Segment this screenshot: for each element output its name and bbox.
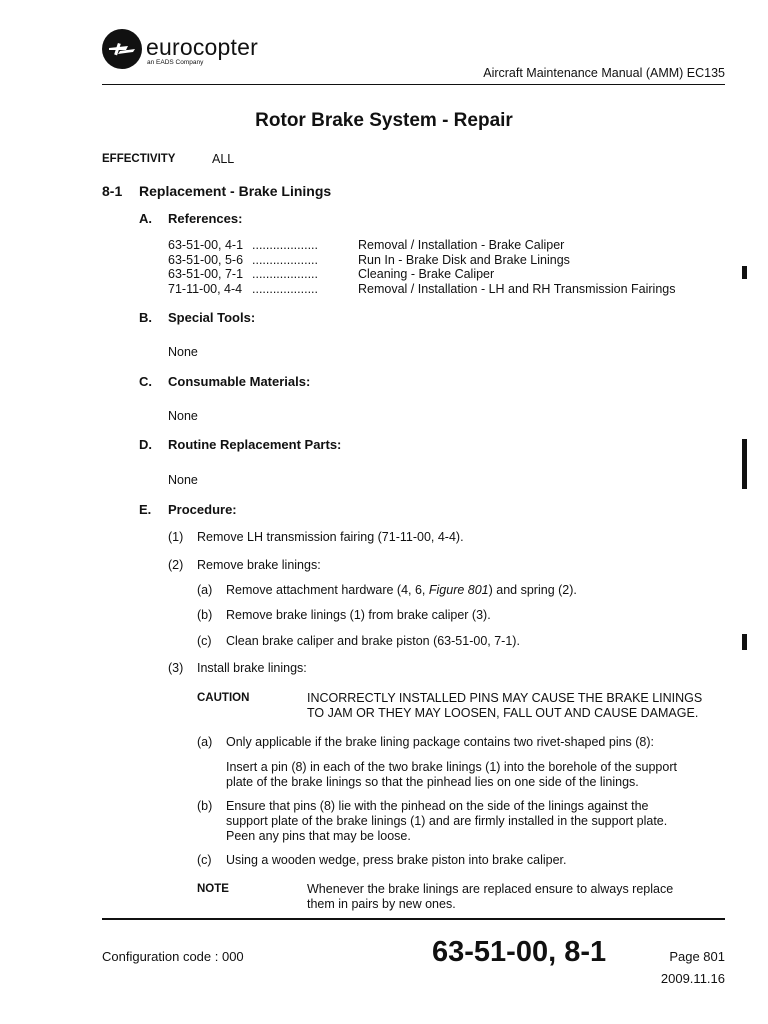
substep-text-line: support plate of the brake linings (1) and are firmly installed in the support plate. — [226, 814, 668, 828]
document-code: 63-51-00, 8-1 — [432, 936, 607, 968]
change-bar — [742, 634, 747, 650]
substep-number: (a) — [197, 583, 213, 597]
reference-row — [168, 267, 728, 282]
procedure-letter: E. — [139, 502, 152, 517]
note-text-line: Whenever the brake linings are replaced ensure to always replace — [307, 882, 674, 896]
note-label: NOTE — [197, 883, 229, 895]
references-heading: References: — [168, 211, 243, 226]
reference-code: 63-51-00, 4-1 — [168, 238, 244, 252]
section-title: Replacement - Brake Linings — [139, 183, 332, 199]
footer-divider — [102, 918, 725, 920]
figure-reference: Figure 801 — [428, 583, 489, 597]
page-title: Rotor Brake System - Repair — [255, 110, 513, 131]
caution-text-line: TO JAM OR THEY MAY LOOSEN, FALL OUT AND CAUSE DAMAGE. — [307, 706, 699, 720]
substep-text-line: Ensure that pins (8) lie with the pinhead on the side of the linings against the — [226, 799, 649, 813]
step-number: (2) — [168, 558, 184, 572]
effectivity-value: ALL — [212, 152, 235, 166]
reference-leader-dots: ................... — [252, 238, 318, 252]
step-text: Remove brake linings: — [197, 558, 321, 572]
procedure-heading: Procedure: — [168, 502, 237, 517]
routine-parts-heading: Routine Replacement Parts: — [168, 437, 342, 452]
revision-date: 2009.11.16 — [660, 971, 725, 986]
substep-text: Only applicable if the brake lining package contains two rivet-shaped pins (8): — [226, 735, 655, 749]
logo-subtitle: an EADS Company — [147, 59, 204, 66]
substep-detail-line: Insert a pin (8) in each of the two brake linings (1) into the borehole of the support — [226, 760, 677, 774]
eurocopter-logo-emblem — [102, 29, 142, 69]
substep-text: Remove brake linings (1) from brake caliper (3). — [226, 608, 491, 622]
helicopter-logo-icon — [102, 29, 142, 69]
substep-detail-line: plate of the brake linings so that the pinhead lies on one side of the linings. — [226, 775, 639, 789]
change-bar — [742, 266, 747, 279]
logo-wordmark: eurocopter — [146, 34, 258, 60]
reference-leader-dots: ................... — [252, 267, 318, 281]
manual-title: Aircraft Maintenance Manual (AMM) EC135 — [483, 66, 725, 80]
caution-text-line: INCORRECTLY INSTALLED PINS MAY CAUSE THE BRAKE LININGS — [307, 691, 703, 705]
special-tools-value: None — [168, 345, 198, 359]
page-number: Page 801 — [669, 949, 725, 964]
caution-label: CAUTION — [197, 692, 250, 704]
step-number: (3) — [168, 661, 184, 675]
substep-text: Clean brake caliper and brake piston (63-51-00, 7-1). — [226, 634, 520, 648]
substep-text — [226, 583, 577, 598]
reference-leader-dots: ................... — [252, 281, 318, 296]
reference-description: Removal / Installation - LH and RH Transmission Fairings — [358, 281, 676, 296]
reference-row — [168, 253, 728, 268]
section-number: 8-1 — [102, 183, 123, 199]
substep-text-line: Peen any pins that may be loose. — [226, 829, 411, 843]
substep-text: Using a wooden wedge, press brake piston into brake caliper. — [226, 853, 567, 867]
effectivity-label: EFFECTIVITY — [102, 153, 176, 165]
reference-description: Cleaning - Brake Caliper — [358, 267, 495, 281]
reference-code: 63-51-00, 7-1 — [168, 267, 244, 281]
note-text-line: them in pairs by new ones. — [307, 897, 456, 911]
reference-row — [168, 282, 728, 297]
change-bar — [742, 439, 747, 489]
substep-number: (a) — [197, 735, 213, 749]
special-tools-letter: B. — [139, 310, 152, 325]
reference-leader-dots: ................... — [252, 252, 318, 267]
reference-code: 71-11-00, 4-4 — [168, 281, 243, 296]
substep-text-part: Remove attachment hardware (4, 6, — [226, 583, 429, 597]
reference-description: Run In - Brake Disk and Brake Linings — [358, 252, 570, 267]
substep-number: (b) — [197, 799, 213, 813]
references-letter: A. — [139, 211, 152, 226]
reference-row — [168, 238, 728, 253]
substep-text-part: ) and spring (2). — [488, 583, 577, 597]
special-tools-heading: Special Tools: — [168, 310, 256, 325]
step-text: Install brake linings: — [197, 661, 307, 675]
routine-parts-value: None — [168, 473, 198, 487]
substep-number: (c) — [197, 853, 212, 867]
configuration-code: Configuration code : 000 — [102, 949, 244, 964]
header-divider — [102, 84, 725, 85]
consumables-heading: Consumable Materials: — [168, 374, 311, 389]
routine-parts-letter: D. — [139, 437, 152, 452]
references-table — [168, 238, 728, 296]
consumables-letter: C. — [139, 374, 152, 389]
reference-code: 63-51-00, 5-6 — [168, 252, 244, 267]
reference-description: Removal / Installation - Brake Caliper — [358, 238, 565, 252]
step-number: (1) — [168, 530, 184, 544]
consumables-value: None — [168, 409, 198, 423]
substep-number: (c) — [197, 634, 212, 648]
substep-number: (b) — [197, 608, 213, 622]
step-text: Remove LH transmission fairing (71-11-00, 4-4). — [197, 530, 464, 544]
